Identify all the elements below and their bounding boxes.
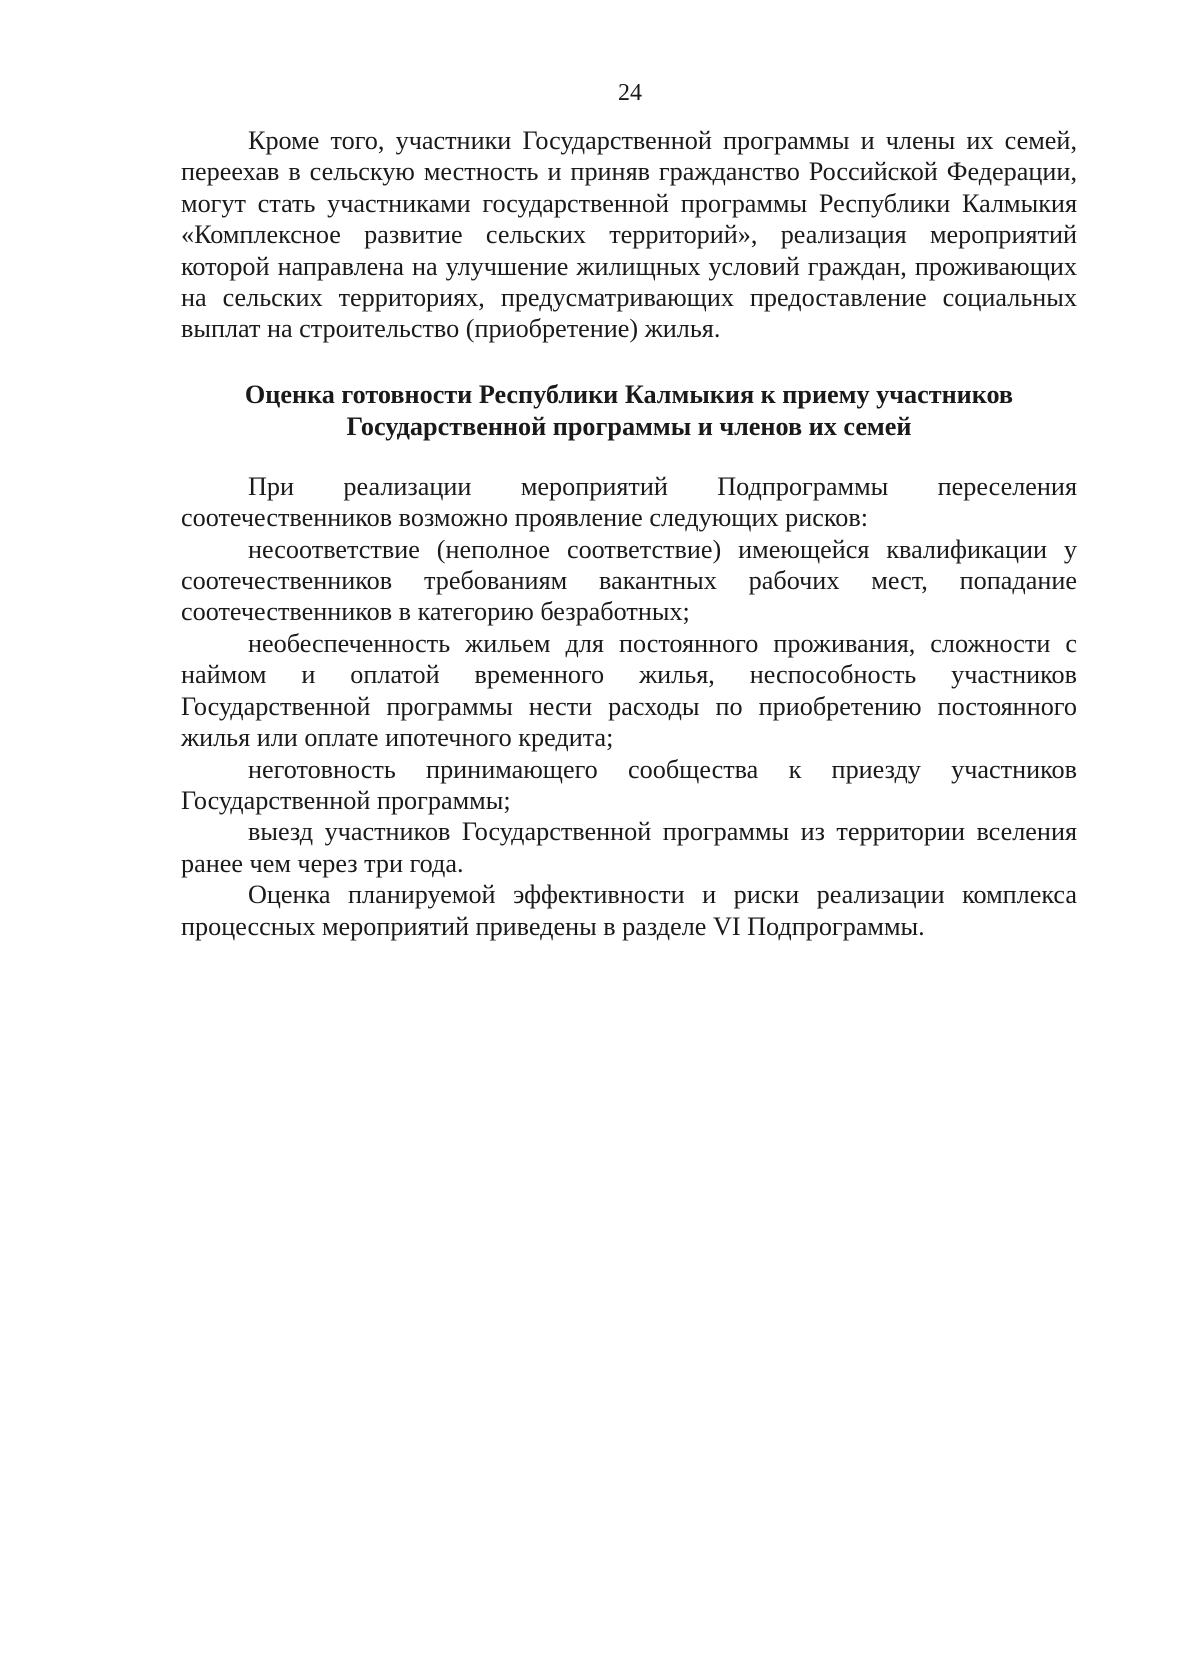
risk-item-housing: необеспеченность жильем для постоянного проживания, сложности с наймом и оплатой временного жилья, неспособность участников Государственной программы нести расходы по приобретению постоянного жилья или оплате ипотечного кредита; — [181, 628, 1077, 753]
section-heading-line-2: Государственной программы и членов их семей — [346, 411, 912, 441]
risks-intro-paragraph: При реализации мероприятий Подпрограммы переселения соотечественников возможно проявление следующих рисков: — [181, 471, 1077, 533]
section-heading-line-1: Оценка готовности Республики Калмыкия к приему участников — [244, 379, 1014, 409]
risk-item-qualification: несоответствие (неполное соответствие) имеющейся квалификации у соотечественников требованиям вакантных рабочих мест, попадание соотечественников в категорию безработных; — [181, 534, 1077, 627]
risk-item-departure: выезд участников Государственной программы из территории вселения ранее чем через три года. — [181, 817, 1077, 878]
section-heading — [181, 379, 1077, 443]
closing-paragraph: Оценка планируемой эффективности и риски реализации комплекса процессных мероприятий приведены в разделе VI Подпрограммы. — [181, 880, 1077, 941]
page-number: 24 — [618, 80, 642, 106]
risk-item-community: неготовность принимающего сообщества к приезду участников Государственной программы; — [181, 754, 1077, 815]
document-body — [181, 125, 1077, 942]
intro-paragraph: Кроме того, участники Государственной программы и члены их семей, переехав в сельскую местность и приняв гражданство Российской Федерации, могут стать участниками государственной программы Республики Калмыкия «Комплексное развитие сельских территорий», реализация мероприятий которой направлена на улучшение жилищных условий граждан, проживающих на сельских территориях, предусматривающих предоставление социальных выплат на строительство (приобретение) жилья. — [181, 126, 1077, 344]
